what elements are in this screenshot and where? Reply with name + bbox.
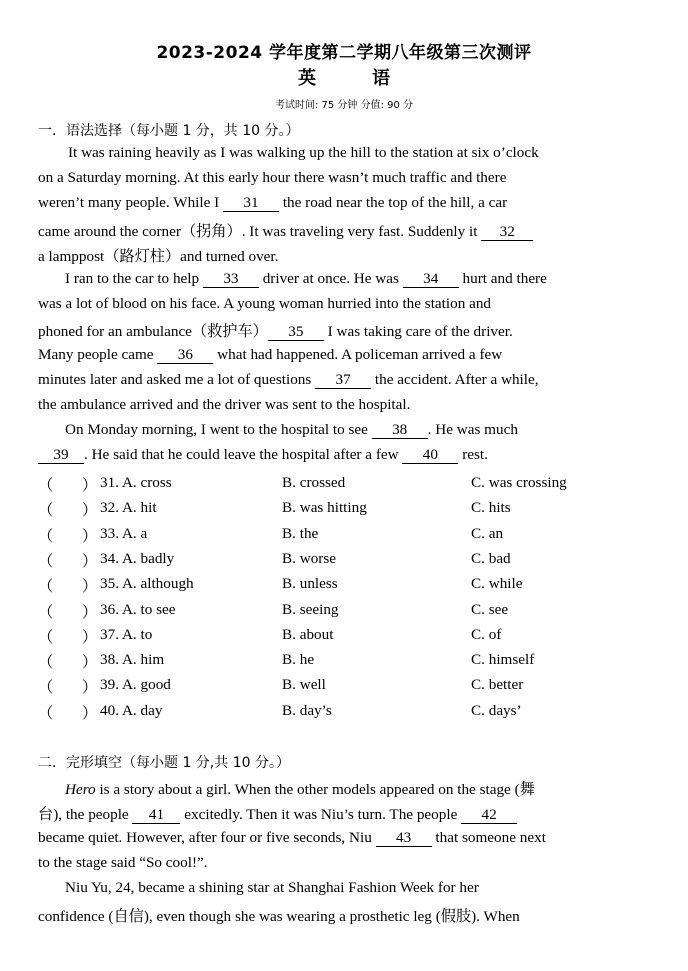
bracket-open: （ [38, 679, 54, 697]
passage-text: minutes later and asked me a lot of questions [38, 370, 316, 388]
answer-blank: 35 [268, 324, 324, 341]
answer-blank: 36 [157, 347, 213, 364]
bracket-open: （ [38, 578, 54, 596]
bracket-open: （ [38, 603, 54, 621]
option-a: 33. A. a [100, 524, 148, 542]
option-c: C. an [471, 524, 504, 542]
passage-text: on a Saturday morning. At this early hour there wasn’t much traffic and there [38, 169, 507, 187]
passage-text: excitedly. Then it was Niu’s turn. The people [180, 806, 462, 824]
passage-text: a lamppost（路灯柱）and turned over. [38, 247, 279, 265]
passage-text: phoned for an ambulance（救护车） [38, 323, 268, 341]
passage-text: I was taking care of the driver. [323, 323, 513, 341]
option-a: 36. A. to see [100, 600, 176, 618]
bracket-open: （ [38, 502, 54, 520]
passage-text: weren’t many people. While I [38, 194, 224, 212]
passage-text: Many people came [38, 345, 158, 363]
option-a: 31. A. cross [100, 474, 172, 491]
bracket-open: （ [38, 628, 54, 646]
s1-line [38, 421, 677, 439]
option-c: C. while [471, 575, 523, 593]
option-c: C. bad [471, 549, 511, 567]
passage-text: came around the corner（拐角）. It was traveling very fast. Suddenly it [38, 222, 482, 240]
option-b: B. unless [282, 575, 338, 593]
bracket-close: ） [82, 502, 98, 520]
option-a: 39. A. good [100, 676, 171, 694]
subject-char-2: 语 [372, 68, 390, 89]
option-c: C. better [471, 676, 524, 694]
s2-line [38, 829, 650, 847]
bracket-close: ） [82, 679, 98, 697]
option-a: 38. A. him [100, 651, 165, 669]
answer-blank: 37 [315, 372, 371, 389]
answer-blank: 40 [402, 447, 458, 464]
exam-meta: 考试时间: 75 分钟 分值: 90 分 [274, 100, 414, 111]
option-c: C. days’ [471, 701, 522, 719]
s1-line [38, 220, 650, 241]
s2-line [38, 778, 677, 799]
s1-line [38, 320, 650, 341]
bracket-close: ） [82, 603, 98, 621]
option-b: B. day’s [282, 701, 332, 719]
exam-title: 2023-2024 学年度第二学期八年级第三次测评 [156, 43, 532, 63]
subject-title [0, 64, 688, 90]
answer-blank: 33 [203, 271, 259, 288]
passage-text: hurt and there [458, 270, 547, 287]
story-title: Hero [65, 781, 96, 798]
passage-text: Niu Yu, 24, became a shining star at Shanghai Fashion Week for her [65, 879, 479, 897]
answer-blank: 34 [403, 271, 459, 288]
s1-line [38, 346, 650, 364]
s2-line [38, 854, 650, 872]
passage-text: confidence (自信), even though she was wearing a prosthetic leg (假肢). When [38, 907, 520, 925]
option-a: 32. A. hit [100, 499, 157, 517]
answer-blank: 42 [461, 807, 517, 824]
passage-text: . He was much [427, 421, 518, 439]
s1-line [38, 371, 650, 389]
s1-line [38, 245, 650, 266]
s2-line [38, 803, 650, 824]
s1-line [38, 270, 677, 288]
passage-text: to the stage said “So cool!”. [38, 853, 208, 871]
section2-heading: 二．完形填空（每小题 1 分,共 10 分。） [38, 755, 290, 771]
option-a: 40. A. day [100, 701, 163, 719]
bracket-open: （ [38, 477, 54, 494]
answer-blank: 32 [481, 224, 533, 241]
passage-text: On Monday morning, I went to the hospital to see [65, 421, 372, 439]
option-b: B. was hitting [282, 499, 367, 517]
answer-blank: 41 [132, 807, 180, 824]
option-c: C. hits [471, 499, 511, 517]
answer-blank: 39 [38, 447, 84, 464]
option-b: B. he [282, 651, 315, 669]
option-a: 37. A. to [100, 625, 153, 643]
option-c: C. himself [471, 651, 535, 669]
s2-line [38, 905, 650, 926]
option-b: B. well [282, 676, 326, 694]
option-a: 34. A. badly [100, 549, 175, 567]
bracket-close: ） [82, 552, 98, 570]
bracket-close: ） [82, 654, 98, 672]
s1-line [38, 194, 650, 212]
passage-text: . He said that he could leave the hospital after a few [84, 446, 403, 464]
option-b: B. crossed [282, 474, 346, 491]
answer-blank: 31 [223, 195, 279, 212]
bracket-close: ） [82, 578, 98, 596]
bracket-open: （ [38, 527, 54, 545]
s1-line [38, 446, 650, 464]
bracket-open: （ [38, 552, 54, 570]
passage-text: 台), the people [38, 806, 133, 824]
passage-text: the accident. After a while, [371, 370, 539, 388]
passage-text: It was raining heavily as I was walking up the hill to the station at six o’clock [68, 144, 539, 161]
option-c: C. was crossing [471, 474, 567, 491]
option-b: B. worse [282, 549, 336, 567]
section1-heading: 一．语法选择（每小题 1 分，共 10 分。） [38, 123, 300, 139]
bracket-close: ） [82, 704, 98, 722]
s1-line [38, 144, 680, 162]
option-a: 35. A. although [100, 575, 194, 593]
subject-char-1: 英 [298, 68, 316, 89]
bracket-close: ） [82, 527, 98, 545]
s2-line [38, 879, 677, 897]
answer-blank: 43 [376, 830, 432, 847]
passage-text: I ran to the car to help [65, 270, 203, 287]
bracket-close: ） [82, 477, 98, 494]
bracket-open: （ [38, 704, 54, 722]
passage-text: the ambulance arrived and the driver was sent to the hospital. [38, 396, 411, 413]
passage-text: became quiet. However, after four or five seconds, Niu [38, 828, 376, 846]
option-b: B. the [282, 524, 319, 542]
passage-text: rest. [458, 446, 488, 464]
passage-text: that someone next [431, 828, 546, 846]
s1-line [38, 295, 650, 313]
passage-text: is a story about a girl. When the other models appeared on the stage (舞 [95, 781, 535, 798]
option-b: B. about [282, 625, 334, 643]
passage-text: what had happened. A policeman arrived a few [213, 345, 503, 363]
s1-line [38, 396, 650, 414]
option-c: C. of [471, 625, 502, 643]
passage-text: was a lot of blood on his face. A young woman hurried into the station and [38, 295, 492, 313]
option-c: C. see [471, 600, 509, 618]
bracket-open: （ [38, 654, 54, 672]
s1-line [38, 169, 650, 187]
bracket-close: ） [82, 628, 98, 646]
answer-blank: 38 [372, 422, 428, 439]
option-b: B. seeing [282, 600, 339, 618]
passage-text: the road near the top of the hill, a car [279, 194, 508, 212]
passage-text: driver at once. He was [258, 270, 403, 287]
